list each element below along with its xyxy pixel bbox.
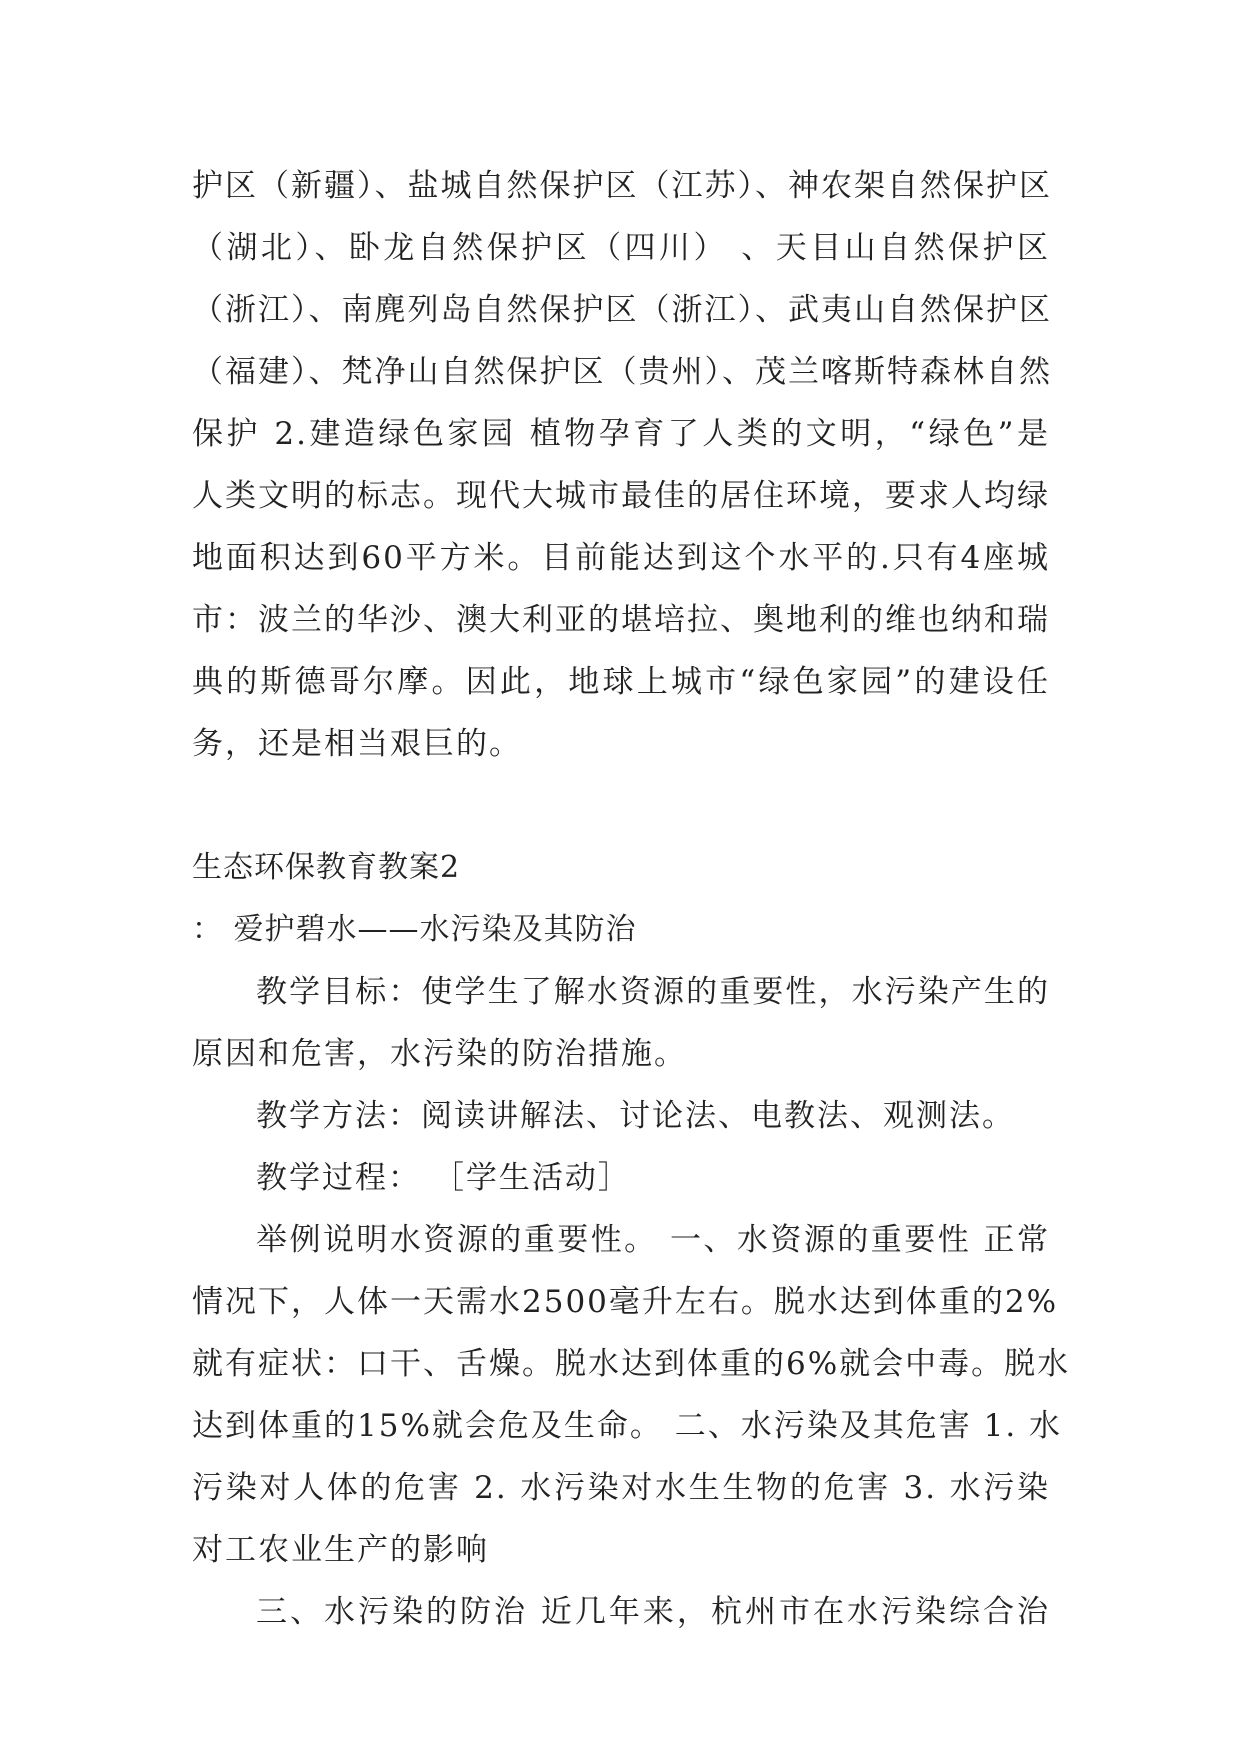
paragraph-line: 人类文明的标志。现代大城市最佳的居住环境，要求人均绿 xyxy=(192,478,1050,514)
paragraph-line: 地面积达到60平方米。目前能达到这个水平的.只有4座城 xyxy=(192,540,1050,576)
paragraph-line: 教学目标：使学生了解水资源的重要性，水污染产生的 xyxy=(256,974,1050,1010)
blank-line xyxy=(192,775,1050,837)
paragraph-line: 污染对人体的危害 2. 水污染对水生生物的危害 3. 水污染 xyxy=(192,1470,1050,1506)
paragraph-line: 教学过程： ［学生活动］ xyxy=(256,1160,631,1196)
paragraph-line: 保护 2.建造绿色家园 植物孕育了人类的文明，“绿色”是 xyxy=(192,416,1050,452)
paragraph-line: （福建）、梵净山自然保护区（贵州）、茂兰喀斯特森林自然 xyxy=(192,354,1052,390)
paragraph-line: （浙江）、南麂列岛自然保护区（浙江）、武夷山自然保护区 xyxy=(192,292,1052,328)
paragraph-line: 教学方法：阅读讲解法、讨论法、电教法、观测法。 xyxy=(256,1098,1015,1134)
paragraph-line: 护区（新疆）、盐城自然保护区（江苏）、神农架自然保护区 xyxy=(192,168,1052,204)
paragraph-line: 务，还是相当艰巨的。 xyxy=(192,726,522,762)
paragraph-line: 举例说明水资源的重要性。 一、水资源的重要性 正常 xyxy=(256,1222,1050,1258)
paragraph-line: （湖北）、卧龙自然保护区（四川） 、天目山自然保护区 xyxy=(192,230,1050,266)
paragraph-line: 情况下，人体一天需水2500毫升左右。脱水达到体重的2% xyxy=(192,1284,1059,1320)
document-page xyxy=(192,155,1071,1643)
paragraph-line: 市：波兰的华沙、澳大利亚的堪培拉、奥地利的维也纳和瑞 xyxy=(192,602,1050,638)
paragraph-line: 三、水污染的防治 近几年来，杭州市在水污染综合治 xyxy=(256,1594,1050,1630)
paragraph-line: 典的斯德哥尔摩。因此，地球上城市“绿色家园”的建设任 xyxy=(192,664,1050,700)
section-subtitle: ： 爱护碧水——水污染及其防治 xyxy=(192,912,637,947)
paragraph-line: 就有症状：口干、舌燥。脱水达到体重的6%就会中毒。脱水 xyxy=(192,1346,1071,1382)
paragraph-line: 原因和危害，水污染的防治措施。 xyxy=(192,1036,687,1072)
paragraph-line: 达到体重的15%就会危及生命。 二、水污染及其危害 1. 水 xyxy=(192,1408,1063,1444)
paragraph-line: 对工农业生产的影响 xyxy=(192,1532,489,1568)
section-title: 生态环保教育教案2 xyxy=(192,850,461,885)
